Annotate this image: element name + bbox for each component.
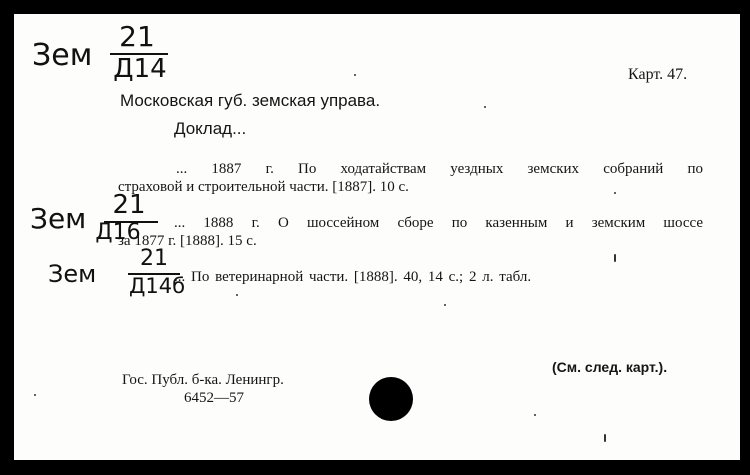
scan-speck (604, 434, 606, 442)
shelfmark-prefix: Зем (48, 260, 97, 288)
shelfmark-numerator: 21 (112, 190, 146, 220)
punch-hole (369, 377, 413, 421)
card-heading: Московская губ. земская управа. (120, 91, 381, 110)
library-stamp-line-2: 6452—57 (184, 390, 244, 406)
scan-speck (484, 106, 486, 108)
entry-1-line-2: страховой и строительной части. [1887]. 10 с. (118, 179, 409, 195)
entry-1-line-1: ... 1887 г. По ходатайствам уездных земских собраний по (176, 161, 703, 177)
shelfmark-numerator: 21 (140, 246, 168, 271)
scan-speck (34, 394, 36, 396)
scan-speck (534, 414, 536, 416)
scan-speck (614, 254, 616, 262)
handwritten-shelfmark-1 (32, 20, 182, 86)
entry-2-line-1: ... 1888 г. О шоссейном сборе по казенным и земским шоссе (174, 215, 703, 231)
scan-speck (236, 294, 238, 296)
continued-note: (См. след. карт.). (552, 359, 668, 375)
shelfmark-denominator: Д14 (113, 54, 167, 84)
shelfmark-prefix: Зем (30, 202, 87, 235)
catalog-card (14, 14, 740, 460)
card-subheading: Доклад... (174, 119, 247, 138)
shelfmark-prefix: Зем (32, 38, 93, 73)
scan-speck (614, 192, 616, 194)
library-stamp-line-1: Гос. Публ. б-ка. Ленингр. (122, 372, 284, 388)
shelfmark-denominator: Д14б (128, 274, 186, 298)
entry-3-line-1: ... По ветеринарной части. [1888]. 40, 14 с.; 2 л. табл. (174, 269, 532, 285)
scan-speck (354, 74, 356, 76)
scan-speck (444, 304, 446, 306)
card-number: Карт. 47. (628, 66, 688, 83)
shelfmark-denominator: Д16 (95, 220, 141, 245)
shelfmark-numerator: 21 (119, 20, 155, 53)
entry-2-line-2: за 1877 г. [1888]. 15 с. (118, 233, 257, 249)
